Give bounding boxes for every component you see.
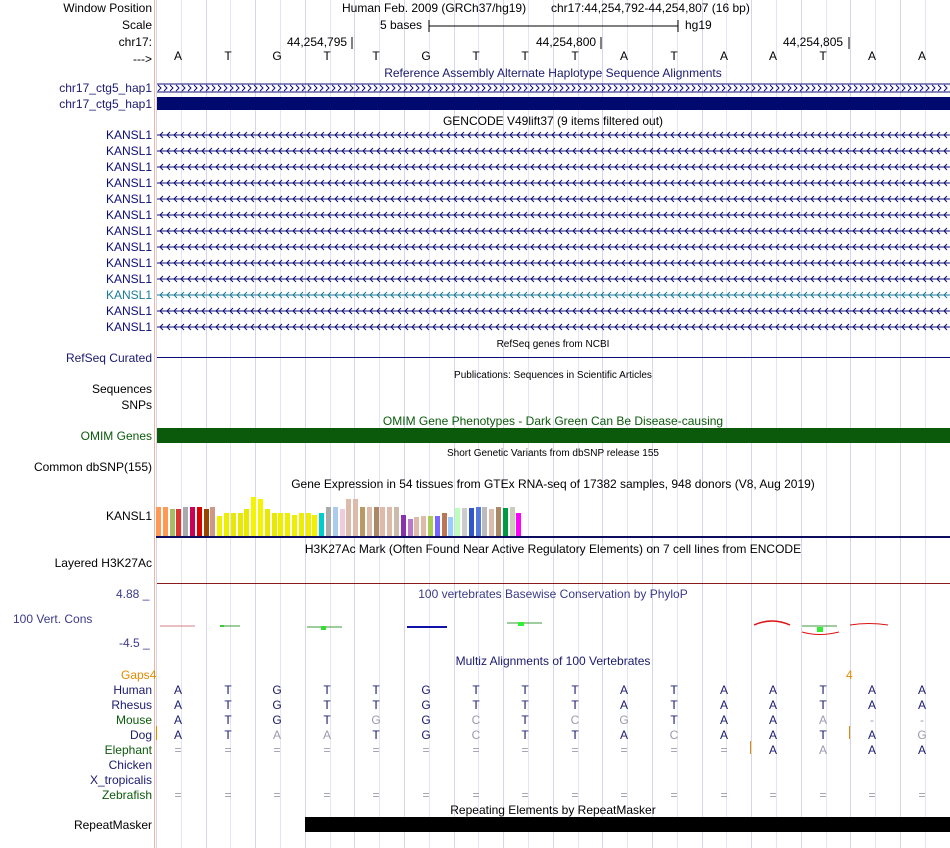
aligned-base: = [720,743,728,757]
gencode-transcript-label[interactable]: KANSL1 [105,240,152,254]
gencode-transcript-strand[interactable] [157,322,950,332]
aligned-base: = [224,743,232,757]
aligned-base: = [918,788,926,802]
gtex-tissue-bar[interactable] [462,508,467,536]
coord-label-3: 44,254,805 [783,35,844,49]
base-sequence-row [0,49,950,63]
base-letter: T [670,49,678,63]
gtex-tissue-bar[interactable] [278,513,283,536]
alt-haplotype-title: Reference Assembly Alternate Haplotype Sequence Alignments [384,66,722,80]
base-letter: T [372,49,380,63]
publications-title: Publications: Sequences in Scientific Articles [454,370,652,381]
coord-label-2: 44,254,800 [536,35,597,49]
coord-label-1: 44,254,795 [287,35,348,49]
gtex-tissue-bar[interactable] [204,509,209,536]
refseq-title: RefSeq genes from NCBI [496,339,610,350]
aligned-base: = [323,743,331,757]
aligned-base: = [819,788,827,802]
aligned-base: A [867,683,876,697]
base-letter: A [719,49,728,63]
gtex-tissue-bar[interactable] [510,507,515,536]
gtex-tissue-bar[interactable] [190,507,195,536]
gencode-transcript-strand[interactable] [157,178,950,188]
base-letter: A [768,49,777,63]
aligned-base: = [174,743,182,757]
gtex-tissue-bar[interactable] [516,513,521,536]
aligned-base: = [372,743,380,757]
phylop-min-label: -4.5 _ [119,636,150,650]
gtex-tissue-bar[interactable] [503,508,508,536]
gtex-tissue-bar[interactable] [408,519,413,536]
gtex-label[interactable]: KANSL1 [105,509,152,523]
aligned-base: A [173,728,182,742]
assembly-text: Human Feb. 2009 (GRCh37/hg19) [342,1,527,15]
aligned-base: T [819,683,827,697]
gtex-tissue-bar[interactable] [319,513,324,536]
aligned-base: T [571,683,579,697]
aligned-base: C [570,713,580,727]
strand-arrow-label: ---> [133,52,152,66]
species-label[interactable]: Zebrafish [101,788,152,802]
gtex-tissue-bar[interactable] [469,508,474,536]
aligned-base: C [471,728,481,742]
aligned-base: T [819,728,827,742]
base-letter: T [224,49,232,63]
gtex-tissue-bar[interactable] [401,515,406,536]
gtex-tissue-bar[interactable] [482,507,487,536]
gencode-transcript-strand[interactable] [157,130,950,140]
aligned-base: T [571,728,579,742]
gap-mark-elephant-left [750,741,751,754]
aligned-base: A [818,713,827,727]
aligned-base: T [323,683,331,697]
gtex-tissue-bar[interactable] [374,507,379,536]
window-position-label: Window Position [63,1,152,15]
aligned-base: G [371,713,381,727]
aligned-base: = [372,788,380,802]
gtex-tissue-bar[interactable] [292,515,297,536]
aligned-base: A [173,713,182,727]
aligned-base: G [917,728,927,742]
gencode-transcript-label[interactable]: KANSL1 [105,288,152,302]
omim-gene-block[interactable] [157,428,950,443]
aligned-base: = [670,788,678,802]
gencode-transcript-label[interactable]: KANSL1 [105,128,152,142]
gaps-left-count: 4 [149,668,157,682]
aligned-base: T [224,728,232,742]
gtex-tissue-bar[interactable] [156,507,161,536]
aligned-base: T [323,713,331,727]
aligned-base: A [173,698,182,712]
gtex-tissue-bar[interactable] [163,507,168,536]
aligned-base: A [619,698,628,712]
aligned-base: A [867,698,876,712]
gencode-transcript-label[interactable]: KANSL1 [105,272,152,286]
aligned-base: A [322,728,331,742]
gtex-tissue-bar[interactable] [244,509,249,536]
aligned-base: = [174,788,182,802]
multiz-title: Multiz Alignments of 100 Vertebrates [455,654,651,668]
track-label-divider [154,0,155,848]
aligned-base: T [224,713,232,727]
coord-ticks [156,37,950,49]
aligned-base: = [224,788,232,802]
gtex-tissue-bar[interactable] [394,507,399,536]
gtex-title: Gene Expression in 54 tissues from GTEx RNA-seq of 17382 samples, 948 donors (V8, Aug 2019) [291,477,815,491]
aligned-base: = [472,743,480,757]
aligned-base: G [272,713,282,727]
aligned-base: T [670,713,678,727]
position-text[interactable]: chr17:44,254,792-44,254,807 (16 bp) [551,1,750,15]
gencode-transcript-strand[interactable] [157,146,950,156]
h3k27ac-title: H3K27Ac Mark (Often Found Near Active Regulatory Elements) on 7 cell lines from ENCODE [304,542,802,556]
aligned-base: T [372,728,380,742]
gtex-tissue-bar[interactable] [306,513,311,536]
aligned-base: T [819,698,827,712]
aligned-base: A [768,683,777,697]
aligned-base: = [620,743,628,757]
species-label[interactable]: Dog [129,728,152,742]
aligned-base: = [769,788,777,802]
aligned-base: A [719,698,728,712]
aligned-base: A [867,728,876,742]
base-letter: A [173,49,182,63]
h3k27ac-signal-line[interactable] [157,583,950,584]
refseq-label[interactable]: RefSeq Curated [65,351,152,365]
aligned-base: T [472,683,480,697]
base-letter: T [521,49,529,63]
gencode-transcript-label[interactable]: KANSL1 [105,304,152,318]
aligned-base: A [768,743,777,757]
aligned-base: A [768,713,777,727]
aligned-base: T [521,683,529,697]
species-label[interactable]: Human [113,683,152,697]
gap-mark-elephant-right [849,726,850,739]
gtex-tissue-bar[interactable] [176,509,181,536]
aligned-base: G [421,683,431,697]
aligned-base: A [173,683,182,697]
aligned-base: G [421,698,431,712]
base-letter: A [867,49,876,63]
publications-sequences-label[interactable]: Sequences [91,382,152,396]
gtex-tissue-bar[interactable] [217,516,222,536]
gtex-tissue-bar[interactable] [231,513,236,536]
gencode-transcript-strand[interactable] [157,258,950,268]
aligned-base: T [521,728,529,742]
aligned-base: - [920,713,924,727]
aligned-base: = [571,788,579,802]
gaps-label-text: Gaps [121,668,150,682]
aligned-base: A [768,728,777,742]
base-letter: G [421,49,431,63]
gtex-tissue-bar[interactable] [210,507,215,536]
repeatmasker-label[interactable]: RepeatMasker [73,818,152,832]
aligned-base: - [870,713,874,727]
gencode-transcript-label[interactable]: KANSL1 [105,176,152,190]
gtex-tissue-bar[interactable] [346,499,351,536]
species-label[interactable]: Chicken [108,758,152,772]
gtex-tissue-bar[interactable] [496,507,501,536]
omim-title: OMIM Gene Phenotypes - Dark Green Can Be Disease-causing [382,414,724,428]
refseq-gene-line[interactable] [157,357,950,358]
phylop-signal[interactable] [157,612,950,642]
repeatmasker-title: Repeating Elements by RepeatMasker [450,803,656,817]
gtex-tissue-bar[interactable] [251,497,256,536]
gencode-transcript-strand[interactable] [157,226,950,236]
gaps-label [121,668,156,682]
alt-haplotype-label-1[interactable]: chr17_ctg5_hap1 [59,81,152,95]
gencode-transcript-label[interactable]: KANSL1 [105,256,152,270]
base-letter: T [323,49,331,63]
aligned-base: T [224,698,232,712]
scale-text: 5 bases [380,18,423,32]
gtex-tissue-bar[interactable] [414,517,419,536]
aligned-base: = [273,788,281,802]
aligned-base: T [472,698,480,712]
aligned-base: = [670,743,678,757]
alt-haplotype-label-2[interactable]: chr17_ctg5_hap1 [59,97,152,111]
alt-haplotype-strand-track[interactable] [157,83,950,93]
aligned-base: = [472,788,480,802]
aligned-base: T [670,698,678,712]
scale-db: hg19 [685,18,712,32]
gtex-tissue-bar[interactable] [265,509,270,536]
base-letter: A [619,49,628,63]
scale-label: Scale [121,18,152,32]
aligned-base: A [917,698,926,712]
gtex-tissue-bar[interactable] [312,515,317,536]
gencode-title: GENCODE V49lift37 (9 items filtered out) [442,114,664,128]
gencode-transcript-label[interactable]: KANSL1 [105,224,152,238]
aligned-base: A [818,743,827,757]
base-letter: A [917,49,926,63]
species-label[interactable]: Rhesus [111,698,152,712]
aligned-base: = [521,788,529,802]
gtex-tissue-bar[interactable] [238,513,243,536]
gencode-transcript-label[interactable]: KANSL1 [105,144,152,158]
dbsnp-title: Short Genetic Variants from dbSNP release 155 [447,448,659,459]
aligned-base: A [619,683,628,697]
repeatmasker-block[interactable] [305,817,950,832]
aligned-base: A [619,728,628,742]
aligned-base: C [471,713,481,727]
gencode-transcript-strand[interactable] [157,210,950,220]
base-letter: T [472,49,480,63]
aligned-base: A [719,713,728,727]
aligned-base: A [719,683,728,697]
aligned-base: G [272,683,282,697]
aligned-base: G [421,728,431,742]
aligned-base: = [422,743,430,757]
aligned-base: A [867,743,876,757]
gtex-tissue-bar[interactable] [455,508,460,536]
species-label[interactable]: Elephant [104,743,152,757]
gtex-tissue-bar[interactable] [353,499,358,536]
aligned-base: T [571,698,579,712]
gtex-tissue-bar[interactable] [170,509,175,536]
omim-label[interactable]: OMIM Genes [80,429,152,443]
aligned-base: T [323,698,331,712]
gtex-tissue-bar[interactable] [326,507,331,536]
gtex-tissue-bar[interactable] [224,513,229,536]
gtex-tissue-bar[interactable] [435,516,440,536]
aligned-base: = [273,743,281,757]
publications-snps-label[interactable]: SNPs [121,398,152,412]
aligned-base: T [372,683,380,697]
gencode-transcript-label[interactable]: KANSL1 [105,160,152,174]
gencode-transcript-strand[interactable] [157,242,950,252]
aligned-base: G [272,698,282,712]
phylop-max-label: 4.88 _ [116,587,150,601]
aligned-base: = [720,788,728,802]
gencode-transcript-strand[interactable] [157,306,950,316]
aligned-base: = [620,788,628,802]
gtex-tissue-bar[interactable] [272,513,277,536]
aligned-base: = [323,788,331,802]
gencode-transcript-strand[interactable] [157,194,950,204]
phylop-title: 100 vertebrates Basewise Conservation by PhyloP [418,587,688,601]
aligned-base: A [719,728,728,742]
aligned-base: G [421,713,431,727]
gencode-transcript-strand[interactable] [157,162,950,172]
gencode-transcript-label[interactable]: KANSL1 [105,192,152,206]
gtex-tissue-bar[interactable] [387,507,392,536]
aligned-base: = [521,743,529,757]
aligned-base: T [224,683,232,697]
scale-bar [428,18,680,34]
aligned-base: T [521,713,529,727]
chrom-label: chr17: [118,35,152,49]
gtex-tissue-bar[interactable] [360,507,365,536]
h3k27ac-label[interactable]: Layered H3K27Ac [54,556,152,570]
gtex-tissue-bar[interactable] [333,507,338,536]
gap-mark-dog [156,726,157,740]
species-label[interactable]: X_tropicalis [89,773,152,787]
gencode-transcript-label[interactable]: KANSL1 [105,320,152,334]
gtex-tissue-bar[interactable] [380,507,385,536]
gaps-right-count: 4 [846,668,853,682]
gtex-tissue-bar[interactable] [183,507,188,536]
gtex-expression-bars[interactable] [156,490,556,536]
aligned-base: = [422,788,430,802]
alt-haplotype-block[interactable] [157,97,950,110]
gtex-gene-line [156,536,950,538]
aligned-base: = [571,743,579,757]
species-label[interactable]: Mouse [115,713,152,727]
gtex-tissue-bar[interactable] [421,516,426,536]
gtex-tissue-bar[interactable] [489,509,494,536]
gencode-transcript-strand[interactable] [157,274,950,284]
gtex-tissue-bar[interactable] [428,516,433,536]
aligned-base: A [272,728,281,742]
aligned-base: A [917,743,926,757]
aligned-base: C [669,728,679,742]
aligned-base: A [768,698,777,712]
gtex-tissue-bar[interactable] [285,513,290,536]
base-letter: T [819,49,827,63]
gencode-transcript-label[interactable]: KANSL1 [105,208,152,222]
gtex-tissue-bar[interactable] [442,513,447,536]
aligned-base: T [372,698,380,712]
gtex-tissue-bar[interactable] [367,507,372,536]
aligned-base: G [619,713,629,727]
gtex-tissue-bar[interactable] [448,517,453,536]
gtex-tissue-bar[interactable] [340,509,345,536]
gtex-tissue-bar[interactable] [197,507,202,536]
gtex-tissue-bar[interactable] [299,513,304,536]
aligned-base: T [521,698,529,712]
gtex-tissue-bar[interactable] [258,499,263,536]
dbsnp-label[interactable]: Common dbSNP(155) [33,460,152,474]
base-letter: G [272,49,282,63]
aligned-base: A [917,683,926,697]
base-letter: T [571,49,579,63]
phylop-label[interactable]: 100 Vert. Cons [13,612,93,626]
gtex-tissue-bar[interactable] [476,507,481,536]
aligned-base: T [670,683,678,697]
aligned-base: = [868,788,876,802]
gencode-transcript-strand[interactable] [157,290,950,300]
